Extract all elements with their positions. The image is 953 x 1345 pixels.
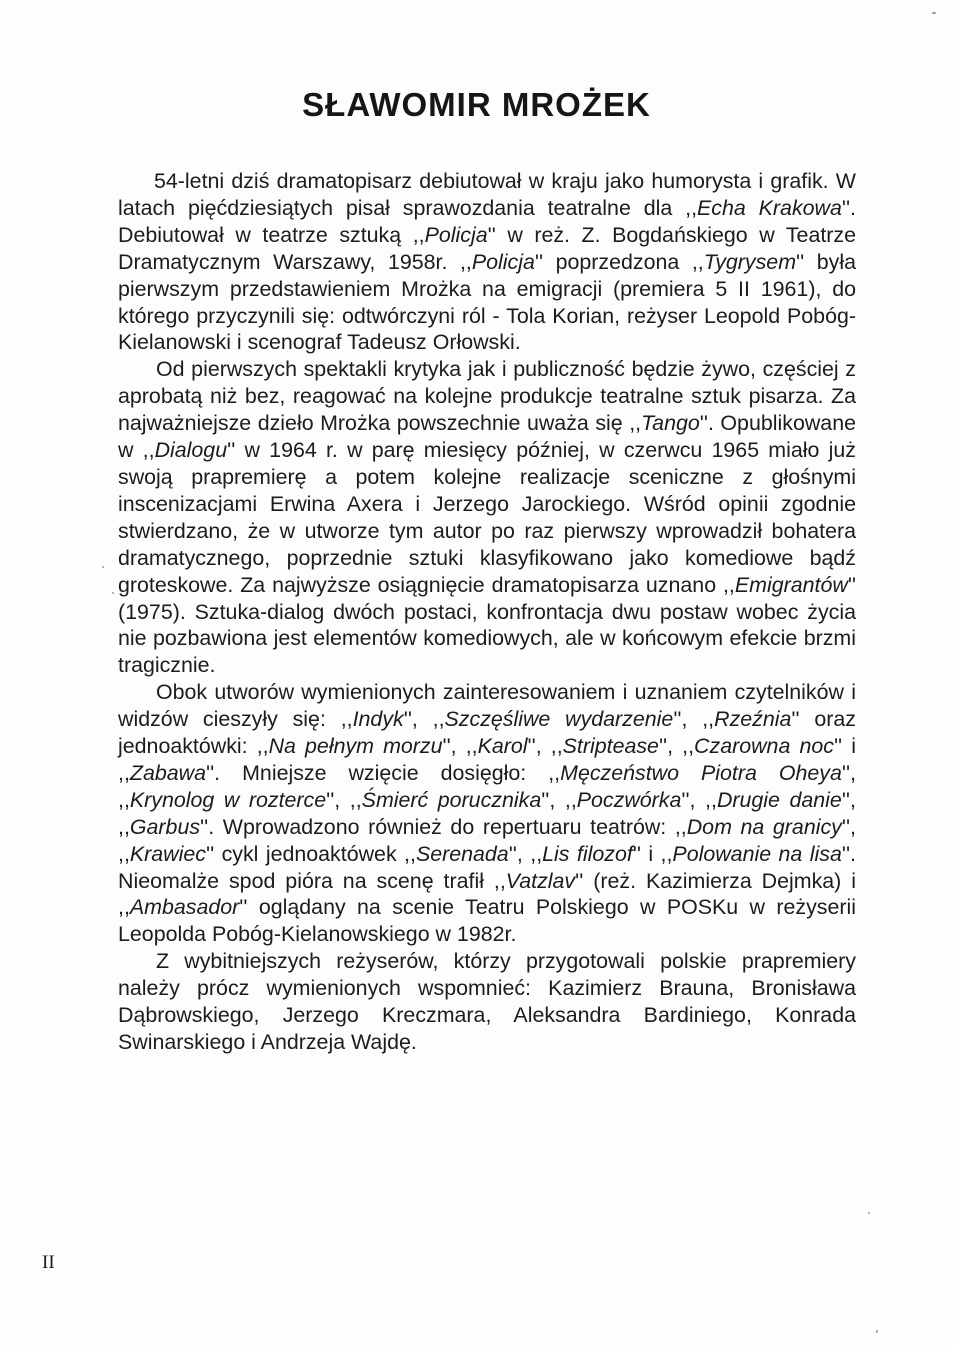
italic-title: Dialogu — [154, 438, 228, 463]
text-run: '' i ,, — [632, 841, 673, 866]
italic-title: Dom na granicy — [686, 814, 842, 839]
text-run: '' w 1964 r. w parę miesięcy później, w czerwcu 1965 miało już swoją prapremierę a potem kolejne realizacje sceniczne z głośnymi inscenizacjami Erwina Axera i Jerzego Jarockiego. Wśród opinii zgodnie stwierdzano, że w utworze tym autor po raz pierwszy wprowadził bohatera dramatycznego, poprzednie sztuki klasyfikowano jako komediowe bądź groteskowe. Za najwyższe osiągnięcie dramatopisarza uznano ,, — [118, 438, 856, 597]
text-run: '' i ,, — [118, 734, 856, 785]
text-run: '', ,, — [541, 787, 577, 812]
italic-title: Rzeźnia — [714, 707, 792, 732]
text-run: '' (1975). Sztuka-dialog dwóch postaci, konfrontacja dwu postaw wobec życia nie pozbawiona jest elementów komediowych, ale w końcowym efekcie brzmi tragicznie. — [118, 572, 856, 678]
text-run: '' oraz jednoaktówki: ,, — [118, 707, 856, 759]
text-run: 54-letni dziś dramatopisarz debiutował w kraju jako humorysta i grafik. W latach pięćdziesiątych pisał sprawozdania teatralne dla ,, — [118, 169, 856, 220]
text-run: '', ,, — [658, 734, 695, 759]
text-run: '', ,, — [527, 734, 563, 759]
text-run: ''. Opublikowane w ,, — [118, 411, 856, 463]
text-run: '', ,, — [326, 787, 362, 812]
text-run: '', ,, — [442, 734, 478, 759]
italic-title: Zabawa — [129, 760, 206, 785]
scan-speck — [868, 1212, 870, 1214]
text-run: '', ,, — [118, 814, 856, 866]
text-run: ''. Wprowadzono również do repertuaru teatrów: ,, — [200, 814, 687, 839]
text-run: '', ,, — [403, 707, 445, 732]
scan-speck — [102, 566, 104, 568]
paragraph — [118, 948, 856, 1056]
text-run: Od pierwszych spektakli krytyka jak i publiczność będzie żywo, częściej z aprobatą niż bez, reagować na kolejne produkcje teatralne sztuk pisarza. Za najważniejsze dzieło Mrożka powszechnie uważa się ,, — [118, 357, 856, 436]
text-run: '' w reż. Z. Bogdańskiego w Teatrze Dramatycznym Warszawy, 1958r. ,, — [118, 222, 856, 274]
scan-speck — [876, 1330, 878, 1333]
italic-title: Tango — [641, 411, 700, 436]
text-run: Obok utworów wymienionych zainteresowaniem i uznaniem czytelników i widzów cieszyły się: ,, — [118, 680, 856, 732]
text-run: ''. Mniejsze wzięcie dosięgło: ,, — [206, 760, 561, 785]
italic-title: Policja — [471, 249, 535, 274]
italic-title: Szczęśliwe wydarzenie — [444, 707, 674, 732]
italic-title: Polowanie na lisa — [672, 841, 842, 866]
italic-title: Krynolog w rozterce — [129, 787, 327, 812]
italic-title: Policja — [424, 222, 488, 247]
italic-title: Męczeństwo Piotra Oheya — [560, 760, 842, 785]
text-run: '', ,, — [118, 787, 856, 839]
text-run: ''. Nieomalże spod pióra na scenę trafił ,, — [118, 841, 856, 893]
italic-title: Emigrantów — [734, 572, 848, 597]
italic-title: Czarowna noc — [694, 734, 834, 759]
page-number: II — [42, 1252, 55, 1273]
text-run: '' oglądany na scenie Teatru Polskiego w POSKu w reżyserii Leopolda Pobóg-Kielanowskiego w 1982r. — [118, 895, 856, 947]
italic-title: Na pełnym morzu — [268, 734, 443, 759]
text-run: '' poprzedzona ,, — [534, 249, 704, 274]
text-run: '' była pierwszym przedstawieniem Mrożka na emigracji (premiera 5 II 1961), do którego przyczynili się: odtwórczyni ról - Tola Korian, reżyser Leopold Pobóg-Kielanowski i scenograf Tadeusz Orłowski. — [118, 249, 856, 355]
italic-title: Karol — [477, 734, 528, 759]
italic-title: Ambasador — [129, 895, 240, 920]
paragraph — [118, 679, 856, 948]
italic-title: Poczwórka — [576, 787, 682, 812]
text-run: '' cykl jednoaktówek ,, — [205, 841, 416, 866]
page-title: SŁAWOMIR MROŻEK — [302, 86, 651, 123]
article-body — [118, 168, 856, 1056]
text-run: '', ,, — [118, 760, 857, 812]
italic-title: Indyk — [352, 707, 404, 732]
paragraph — [118, 356, 856, 679]
text-run: '', ,, — [681, 787, 717, 812]
text-run: '' (reż. Kazimierza Dejmka) i ,, — [118, 868, 856, 920]
italic-title: Vatzlav — [505, 868, 576, 893]
italic-title: Tygrysem — [703, 249, 797, 274]
italic-title: Garbus — [129, 814, 201, 839]
italic-title: Echa Krakowa — [697, 195, 842, 220]
italic-title: Lis filozof — [542, 841, 633, 866]
text-run: Z wybitniejszych reżyserów, którzy przygotowali polskie prapremiery należy prócz wymienionych wspomnieć: Kazimierz Brauna, Bronisława Dąbrowskiego, Jerzego Kreczmara, Aleksandra Bardiniego, Konrada Swinarskiego i Andrzeja Wajdę. — [118, 949, 856, 1054]
text-run: '', ,, — [673, 707, 715, 732]
scan-speck — [112, 592, 114, 594]
text-run: ''. Debiutował w teatrze sztuką ,, — [118, 195, 857, 247]
scan-speck — [932, 12, 936, 14]
paragraph — [118, 168, 856, 356]
italic-title: Śmierć porucznika — [361, 787, 542, 812]
italic-title: Drugie danie — [716, 787, 842, 812]
italic-title: Serenada — [415, 841, 509, 866]
italic-title: Striptease — [562, 734, 659, 759]
italic-title: Krawiec — [129, 841, 206, 866]
text-run: '', ,, — [508, 841, 543, 866]
